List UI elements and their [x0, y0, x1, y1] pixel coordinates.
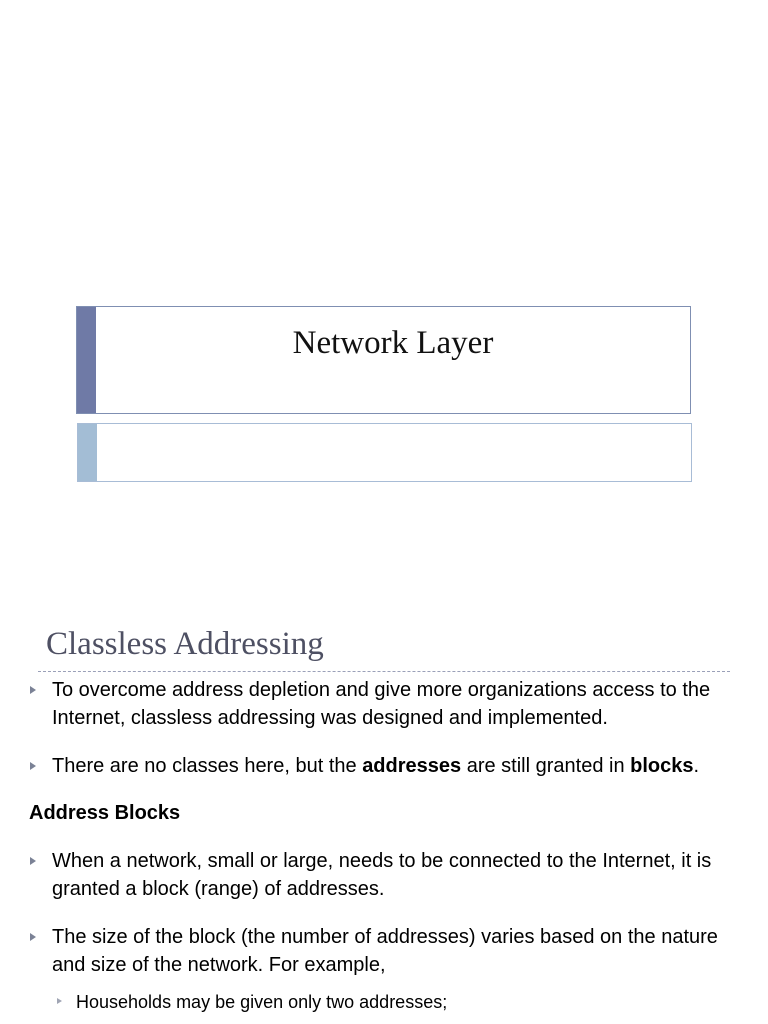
bullet-text-part: .	[693, 755, 700, 777]
section-label: Address Blocks	[29, 802, 181, 824]
list-item	[52, 752, 699, 780]
triangle-bullet-icon	[30, 762, 36, 770]
content-heading: Classless Addressing	[46, 626, 324, 662]
bullet-text: When a network, small or large, needs to be connected to the Internet, it is granted a block (range) of addresses.	[52, 850, 712, 900]
heading-divider	[38, 671, 730, 672]
slide-title: Network Layer	[292, 325, 494, 361]
title-accent-bar	[77, 307, 96, 413]
subtitle-placeholder	[77, 423, 692, 482]
list-item	[52, 676, 742, 732]
bullet-bold-blocks: blocks	[630, 755, 694, 777]
bullet-text-part: There are no classes here, but the	[52, 755, 363, 777]
triangle-bullet-icon	[30, 857, 36, 865]
bullet-text: The size of the block (the number of addresses) varies based on the nature and size of the network. For example,	[52, 926, 718, 976]
triangle-bullet-icon	[30, 933, 36, 941]
bullet-text-part: are still granted in	[461, 755, 631, 777]
list-item	[52, 847, 742, 903]
sub-bullet-text: Households may be given only two addresses;	[76, 992, 448, 1012]
triangle-bullet-icon	[30, 686, 36, 694]
subtitle-accent-bar	[78, 424, 97, 481]
triangle-bullet-icon	[57, 998, 62, 1004]
sub-list-item	[76, 989, 447, 1015]
bullet-bold-addresses: addresses	[362, 755, 462, 777]
bullet-text: To overcome address depletion and give more organizations access to the Internet, classless addressing was designed and implemented.	[52, 679, 711, 729]
list-item	[52, 923, 742, 979]
title-placeholder	[76, 306, 691, 414]
